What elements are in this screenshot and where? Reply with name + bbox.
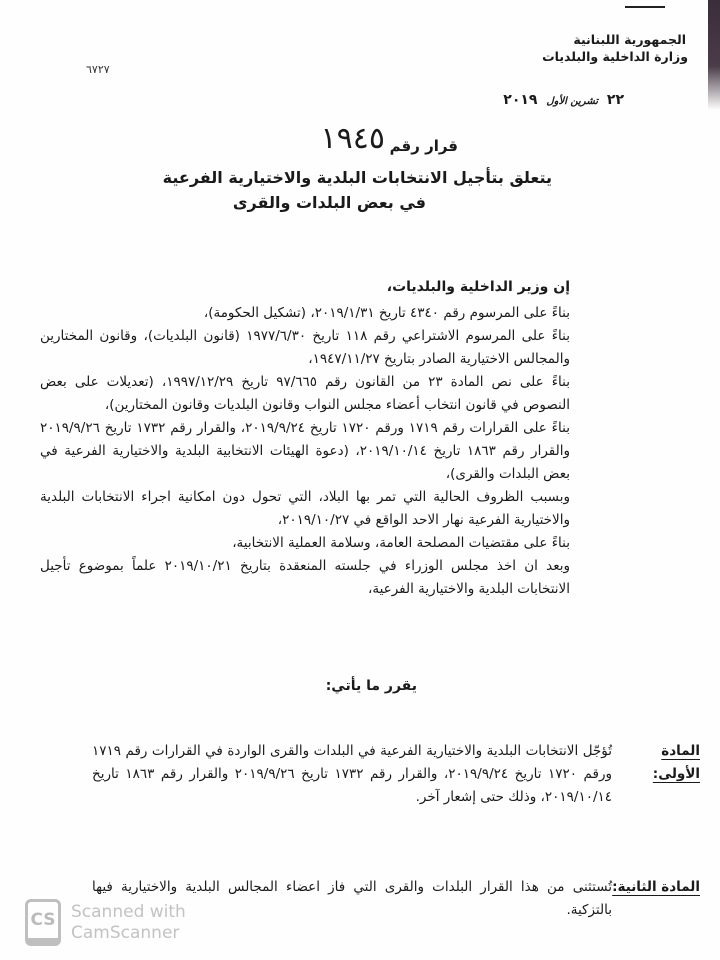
camscanner-text xyxy=(71,902,186,944)
date-month: تشرين الأول xyxy=(546,96,599,107)
preamble-body xyxy=(40,302,570,601)
preamble-paragraph: بناءً على المرسوم الاشتراعي رقم ١١٨ تاريخ ١٩٧٧/٦/٣٠ (قانون البلديات)، وقانون المختارين والمجالس الاختيارية الصادر بتاريخ ١٩٤٧/١١/٢٧، xyxy=(40,328,570,367)
article-1 xyxy=(20,740,700,809)
decision-subject-line1: يتعلق بتأجيل الانتخابات البلدية والاختيارية الفرعية xyxy=(162,168,552,187)
date-day: ٢٢ xyxy=(606,92,624,108)
decides-heading: يقرر ما يأتي: xyxy=(325,678,417,694)
reference-number: ٦٧٢٧ xyxy=(86,63,110,76)
preamble-paragraph: بناءً على مقتضيات المصلحة العامة، وسلامة العملية الانتخابية، xyxy=(232,535,570,551)
article-2-label: المادة الثانية: xyxy=(612,879,700,895)
watermark-line1: Scanned with xyxy=(71,901,186,922)
decision-subject-line2: في بعض البلدات والقرى xyxy=(232,193,426,212)
watermark-line2: CamScanner xyxy=(71,922,180,943)
article-1-text: تُؤجّل الانتخابات البلدية والاختيارية الفرعية في البلدات والقرى الواردة في القرارات رقم ١٧١٩ ورقم ١٧٢٠ تاريخ ٢٠١٩/٩/٢٤، والقرار رقم ١٧٣٢ تاريخ ٢٠١٩/٩/٢٦ والقرار رقم ١٨٦٣ تاريخ ٢٠١٩/١٠/١٤، وذلك حتى إشعار آخر. xyxy=(92,743,613,805)
page-edge-shadow xyxy=(708,0,720,110)
decision-label: قرار رقم xyxy=(389,137,458,155)
header-rule xyxy=(625,6,665,8)
header-ministry: وزارة الداخلية والبلديات xyxy=(542,49,688,64)
preamble-paragraph: بناءً على المرسوم رقم ٤٣٤٠ تاريخ ٢٠١٩/١/٣١، (تشكيل الحكومة)، xyxy=(203,305,570,321)
document-date xyxy=(503,92,624,108)
preamble-title: إن وزير الداخلية والبلديات، xyxy=(386,279,570,295)
article-1-label: المادة الأولى: xyxy=(652,743,700,782)
preamble-paragraph: وبعد ان اخذ مجلس الوزراء في جلسته المنعقدة بتاريخ ٢٠١٩/١٠/٢١ علماً بموضوع تأجيل الانتخابات البلدية والاختيارية الفرعية، xyxy=(40,558,571,597)
preamble-paragraph: بناءً على القرارات رقم ١٧١٩ ورقم ١٧٢٠ تاريخ ٢٠١٩/٩/٢٤، والقرار رقم ١٧٣٢ تاريخ ٢٠١٩/٩/٢٦ والقرار رقم ١٨٦٣ تاريخ ٢٠١٩/١٠/١٤، (دعوة الهيئات الانتخابية البلدية والاختيارية الفرعية في بعض البلدات والقرى)، xyxy=(40,420,570,482)
header-republic: الجمهورية اللبنانية xyxy=(573,32,686,47)
preamble-paragraph: بناءً على نص المادة ٢٣ من القانون رقم ٩٧/٦٦٥ تاريخ ١٩٩٧/١٢/٢٩، (تعديلات على بعض النصوص في قانون انتخاب أعضاء مجلس النواب وقانون البلديات وقانون المختارين)، xyxy=(40,374,570,413)
camscanner-logo-icon: CS xyxy=(25,899,61,946)
date-year: ٢٠١٩ xyxy=(503,92,538,108)
decision-number-handwritten: ١٩٤٥ xyxy=(320,121,385,156)
article-2-text: تُستثنى من هذا القرار البلدات والقرى التي فاز اعضاء المجالس البلدية والاختيارية فيها بالتزكية. xyxy=(92,879,612,918)
camscanner-watermark xyxy=(25,899,186,946)
preamble-paragraph: وبسبب الظروف الحالية التي تمر بها البلاد، التي تحول دون امكانية اجراء الانتخابات البلدية والاختيارية الفرعية نهار الاحد الواقع في ٢٠١٩/١٠/٢٧، xyxy=(40,489,570,528)
